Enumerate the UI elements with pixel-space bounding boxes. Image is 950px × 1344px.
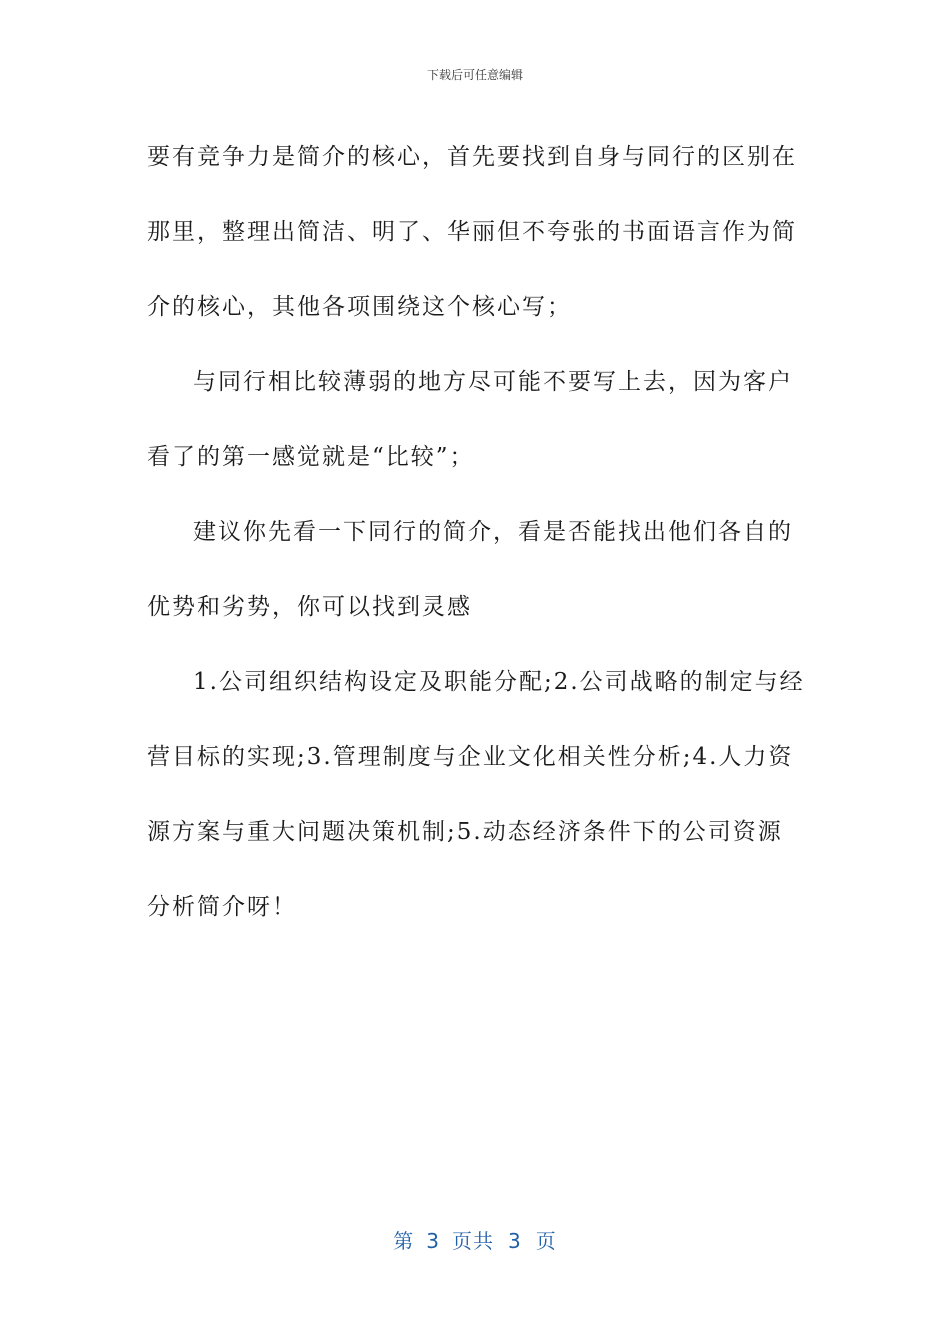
document-body <box>147 120 807 945</box>
paragraph-4: 1.公司组织结构设定及职能分配;2.公司战略的制定与经营目标的实现;3.管理制度与企业文化相关性分析;4.人力资源方案与重大问题决策机制;5.动态经济条件下的公司资源分析简介呀！ <box>147 669 805 920</box>
footer-current-page: 3 <box>426 1229 440 1253</box>
paragraph-3: 建议你先看一下同行的简介，看是否能找出他们各自的优势和劣势，你可以找到灵感 <box>147 519 793 620</box>
header-note: 下载后可任意编辑 <box>426 68 523 82</box>
paragraph-2: 与同行相比较薄弱的地方尽可能不要写上去，因为客户看了的第一感觉就是“比较”； <box>147 369 793 470</box>
footer-suffix: 页 <box>535 1229 557 1253</box>
footer-middle: 页共 <box>452 1229 494 1253</box>
footer-total-pages: 3 <box>508 1229 522 1253</box>
page-number-footer <box>0 1225 950 1254</box>
paragraph-1: 要有竞争力是简介的核心，首先要找到自身与同行的区别在那里，整理出简洁、明了、华丽但不夸张的书面语言作为简介的核心，其他各项围绕这个核心写； <box>147 144 797 320</box>
footer-prefix: 第 <box>393 1229 415 1253</box>
